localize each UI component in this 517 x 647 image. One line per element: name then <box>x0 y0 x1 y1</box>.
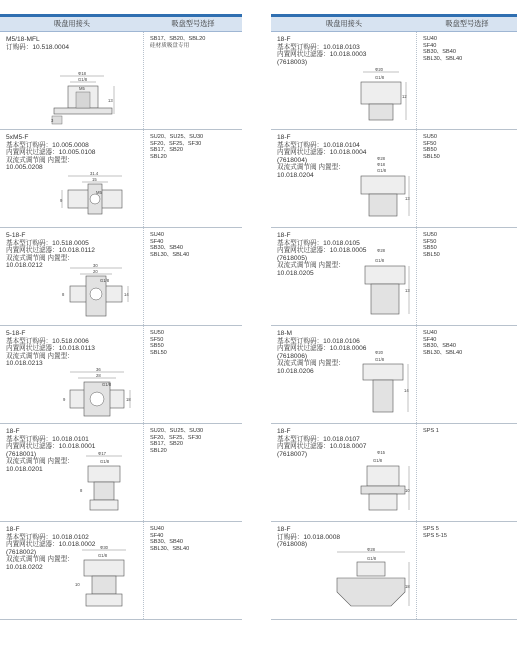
model-list: SU50 SF50 SB50 SBL50 <box>150 330 167 356</box>
dim-label: G1/8 <box>100 459 110 464</box>
dim-label: 3 <box>51 118 54 123</box>
dim-label: Φ15 <box>377 450 385 455</box>
dim-label: G1/8 <box>375 357 385 362</box>
fitting-text: 18-M 基本型订购码：10.018.0106 内置网状过滤器：10.018.0006 (7618006) 双流式调节阀 内置型： 10.018.0206 <box>277 330 367 375</box>
fitting-cell <box>0 130 144 227</box>
fitting-text: 18-F 基本型订购码：10.018.0104 内置网状过滤器：10.018.0004 (7618004) 双流式调节阀 内置型： 10.018.0204 <box>277 134 367 179</box>
dim-label: G1/8 <box>377 168 387 173</box>
dim-label: Φ20 <box>375 68 383 72</box>
dim-label: Φ20 <box>375 350 383 355</box>
dim-label: 13 <box>405 288 410 293</box>
fitting-cell <box>271 326 417 423</box>
table-row <box>0 130 242 228</box>
dim-label: G1/8 <box>78 77 88 82</box>
table-row <box>271 130 517 228</box>
table-row <box>0 32 242 130</box>
fitting-cell <box>0 228 144 325</box>
fitting-text: 18-F 订购码：10.018.0008 (7618008) <box>277 526 341 549</box>
dim-label: Φ18 <box>377 162 385 167</box>
fitting-drawing <box>351 68 411 126</box>
fitting-drawing <box>353 350 413 420</box>
table-row <box>0 326 242 424</box>
fitting-cell <box>0 522 144 619</box>
dim-label: G1/8 <box>367 556 377 561</box>
header-model: 吸盘型号选择 <box>171 19 215 28</box>
fitting-cell <box>271 522 417 619</box>
fitting-drawing <box>48 70 118 126</box>
dim-label: Φ28 <box>377 248 385 253</box>
model-list: SU40 SF40 SB30、SB40 SBL30、SBL40 <box>150 232 190 258</box>
dim-label: 15 <box>92 177 97 182</box>
table-row <box>271 228 517 326</box>
dim-label: 14 <box>404 388 409 393</box>
dim-label: G1/8 <box>373 458 383 463</box>
fitting-text: 18-F 基本型订购码：10.018.0102 内置网状过滤器：10.018.0002 (7618002) 双流式调节阀 内置型： 10.018.0202 <box>6 526 96 571</box>
fitting-cell <box>271 32 417 129</box>
table-header <box>271 17 517 32</box>
fitting-text: 18-F 基本型订购码：10.018.0107 内置网状过滤器：10.018.0007 (7618007) <box>277 428 367 458</box>
fitting-drawing <box>357 248 413 322</box>
model-list: SU40 SF40 SB30、SB40 SBL30、SBL40 <box>423 330 463 356</box>
fitting-text: 18-F 基本型订购码：10.018.0103 内置网状过滤器：10.018.0003 (7618003) <box>277 36 367 66</box>
left-table <box>0 14 242 620</box>
model-list: SB17、SB20、SBL20 硅材质吸盘专用 <box>150 36 206 49</box>
fitting-cell <box>0 326 144 423</box>
table-row <box>271 424 517 522</box>
header-fitting: 吸盘用接头 <box>326 19 362 28</box>
dim-label: 18 <box>405 584 410 589</box>
model-list: SPS 1 <box>423 428 439 434</box>
table-row <box>0 522 242 620</box>
dim-label: G1/8 <box>100 278 110 283</box>
fitting-text: 18-F 基本型订购码：10.018.0101 内置网状过滤器：10.018.0001 (7618001) 双流式调节阀 内置型： 10.018.0201 <box>6 428 96 473</box>
model-list: SU20、SU25、SU30 SF20、SF25、SF30 SB17、SB20 SBL20 <box>150 134 204 160</box>
dim-label: 9 <box>60 198 63 203</box>
fitting-cell <box>0 424 144 521</box>
dim-label: Φ28 <box>367 548 375 552</box>
model-cell <box>417 32 517 129</box>
fitting-text: 18-F 基本型订购码：10.018.0105 内置网状过滤器：10.018.0005 (7618005) 双流式调节阀 内置型： 10.018.0205 <box>277 232 367 277</box>
fitting-drawing <box>78 452 132 518</box>
dim-label: Φ30 <box>100 546 108 550</box>
model-cell <box>417 326 517 423</box>
model-cell <box>144 228 242 325</box>
table-row <box>271 522 517 620</box>
model-cell <box>417 424 517 521</box>
model-list: SU40 SF40 SB30、SB40 SBL30、SBL40 <box>423 36 463 62</box>
dim-label: G1/8 <box>375 258 385 263</box>
fitting-cell <box>0 32 144 129</box>
table-row <box>271 32 517 130</box>
fitting-cell <box>271 424 417 521</box>
dim-label: 10 <box>75 582 80 587</box>
model-list: SU50 SF50 SB50 SBL50 <box>423 134 440 160</box>
model-cell <box>417 130 517 227</box>
fitting-drawing <box>60 264 132 320</box>
fitting-drawing <box>62 368 134 420</box>
dim-label: 9 <box>63 397 66 402</box>
fitting-drawing <box>60 172 132 222</box>
dim-label: G1/8 <box>98 553 108 558</box>
fitting-text: 5-18-F 基本型订购码：10.518.0006 内置网状过滤器：10.018.0113 双流式调节阀 内置型： 10.018.0213 <box>6 330 95 368</box>
dim-label: 14 <box>124 292 129 297</box>
dim-label: 8 <box>62 292 65 297</box>
table-header <box>0 17 242 32</box>
model-cell <box>144 522 242 619</box>
model-cell <box>144 32 242 129</box>
table-row <box>0 228 242 326</box>
dim-label: Φ28 <box>377 156 385 161</box>
model-cell <box>417 522 517 619</box>
dim-label: 36 <box>96 368 101 372</box>
header-fitting: 吸盘用接头 <box>54 19 90 28</box>
dim-label: Φ18 <box>78 71 86 76</box>
dim-label: M5 <box>96 190 102 195</box>
fitting-text: 5-18-F 基本型订购码：10.518.0005 内置网状过滤器：10.018.0112 双流式调节阀 内置型： 10.018.0212 <box>6 232 95 270</box>
fitting-text: 5xM5-F 基本型订购码：10.005.0008 内置网状过滤器：10.005.0108 双流式调节阀 内置型： 10.005.0208 <box>6 134 96 172</box>
dim-label: 13 <box>405 196 410 201</box>
dim-label: 20 <box>93 269 98 274</box>
table-row <box>0 424 242 522</box>
fitting-drawing <box>353 156 413 224</box>
model-cell <box>144 424 242 521</box>
model-cell <box>144 326 242 423</box>
fitting-drawing <box>331 548 413 616</box>
fitting-cell <box>271 130 417 227</box>
table-row <box>271 326 517 424</box>
dim-label: Φ17 <box>98 452 106 456</box>
dim-label: M5 <box>79 86 85 91</box>
model-list: SU20、SU25、SU30 SF20、SF25、SF30 SB17、SB20 SBL20 <box>150 428 204 454</box>
model-cell <box>144 130 242 227</box>
dim-label: G1/8 <box>102 382 112 387</box>
dim-label: 10 <box>405 488 410 493</box>
dim-label: 30 <box>93 264 98 268</box>
fitting-drawing <box>353 450 413 518</box>
model-list: SU40 SF40 SB30、SB40 SBL30、SBL40 <box>150 526 190 552</box>
model-list: SU50 SF50 SB50 SBL50 <box>423 232 440 258</box>
dim-label: 13 <box>108 98 113 103</box>
dim-label: 12 <box>402 94 407 99</box>
model-cell <box>417 228 517 325</box>
dim-label: G1/8 <box>375 75 385 80</box>
right-table <box>271 14 517 620</box>
header-model: 吸盘型号选择 <box>445 19 489 28</box>
model-list: SPS 5 SPS 5-15 <box>423 526 447 539</box>
dim-label: 8 <box>80 488 83 493</box>
fitting-drawing <box>74 546 136 616</box>
dim-label: 18 <box>126 397 131 402</box>
fitting-text: M5/18-MFL 订购码：10.518.0004 <box>6 36 70 51</box>
fitting-cell <box>271 228 417 325</box>
dim-label: 28 <box>96 373 101 378</box>
dim-label: 31.4 <box>90 172 99 176</box>
